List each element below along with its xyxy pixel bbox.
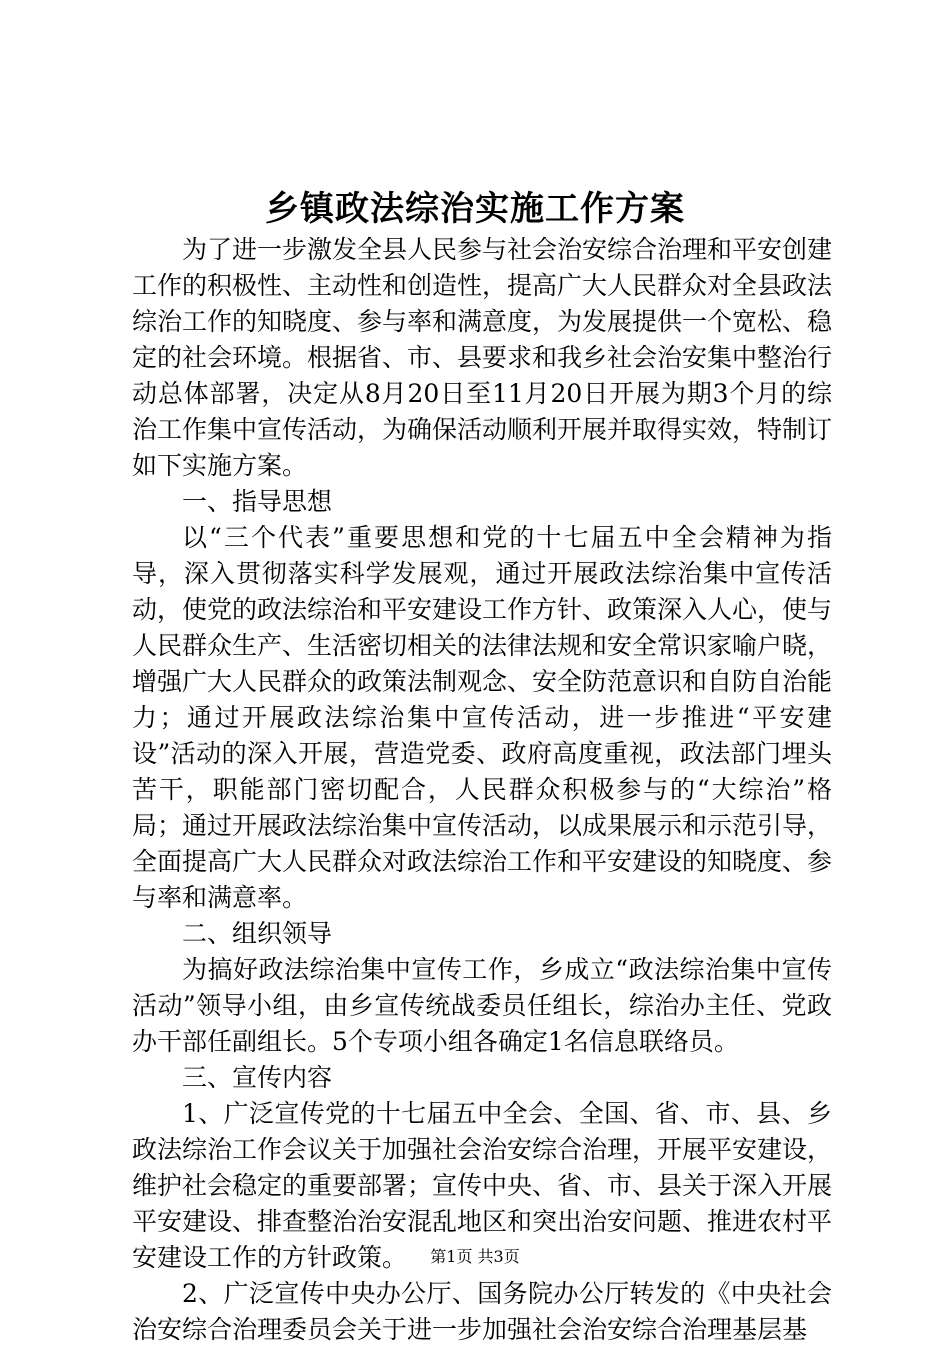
paragraph-content-item-1: 1、广泛宣传党的十七届五中全会、全国、省、市、县、乡政法综治工作会议关于加强社会治安综合治理，开展平安建设，维护社会稳定的重要部署；宣传中央、省、市、县关于深入开展平安建设、排查整治治安混乱地区和突出治安问题、推进农村平安建设工作的方针政策。 bbox=[132, 1099, 833, 1272]
section-heading-content: 三、宣传内容 bbox=[182, 1063, 333, 1092]
section-heading-guiding-thought: 一、指导思想 bbox=[182, 487, 333, 516]
paragraph-content-item-2: 2、广泛宣传中央办公厅、国务院办公厅转发的《中央社会治安综合治理委员会关于进一步加强社会治安综合治理基层基 bbox=[132, 1279, 832, 1344]
paragraph-organization: 为搞好政法综治集中宣传工作，乡成立“政法综治集中宣传活动”领导小组，由乡宣传统战委员任组长，综治办主任、党政办干部任副组长。5个专项小组各确定1名信息联络员。 bbox=[132, 955, 832, 1056]
document-title: 乡镇政法综治实施工作方案 bbox=[265, 189, 685, 229]
paragraph-intro: 为了进一步激发全县人民参与社会治安综合治理和平安创建工作的积极性、主动性和创造性，提高广大人民群众对全县政法综治工作的知晓度、参与率和满意度，为发展提供一个宽松、稳定的社会环境。根据省、市、县要求和我乡社会治安集中整治行动总体部署，决定从8月20日至11月20日开展为期3个月的综治工作集中宣传活动，为确保活动顺利开展并取得实效，特制订如下实施方案。 bbox=[132, 235, 833, 480]
paragraph-guiding-thought: 以“三个代表”重要思想和党的十七届五中全会精神为指导，深入贯彻落实科学发展观，通过开展政法综治集中宣传活动，使党的政法综治和平安建设工作方针、政策深入人心，使与人民群众生产、生活密切相关的法律法规和安全常识家喻户晓，增强广大人民群众的政策法制观念、安全防范意识和自防自治能力；通过开展政法综治集中宣传活动，进一步推进“平安建设”活动的深入开展，营造党委、政府高度重视，政法部门埋头苦干，职能部门密切配合，人民群众积极参与的“大综治”格局；通过开展政法综治集中宣传活动，以成果展示和示范引导，全面提高广大人民群众对政法综治工作和平安建设的知晓度、参与率和满意率。 bbox=[132, 523, 833, 912]
section-heading-organization: 二、组织领导 bbox=[182, 919, 333, 948]
document-body bbox=[132, 232, 832, 1348]
page-footer: 第1页 共3页 bbox=[430, 1247, 520, 1266]
